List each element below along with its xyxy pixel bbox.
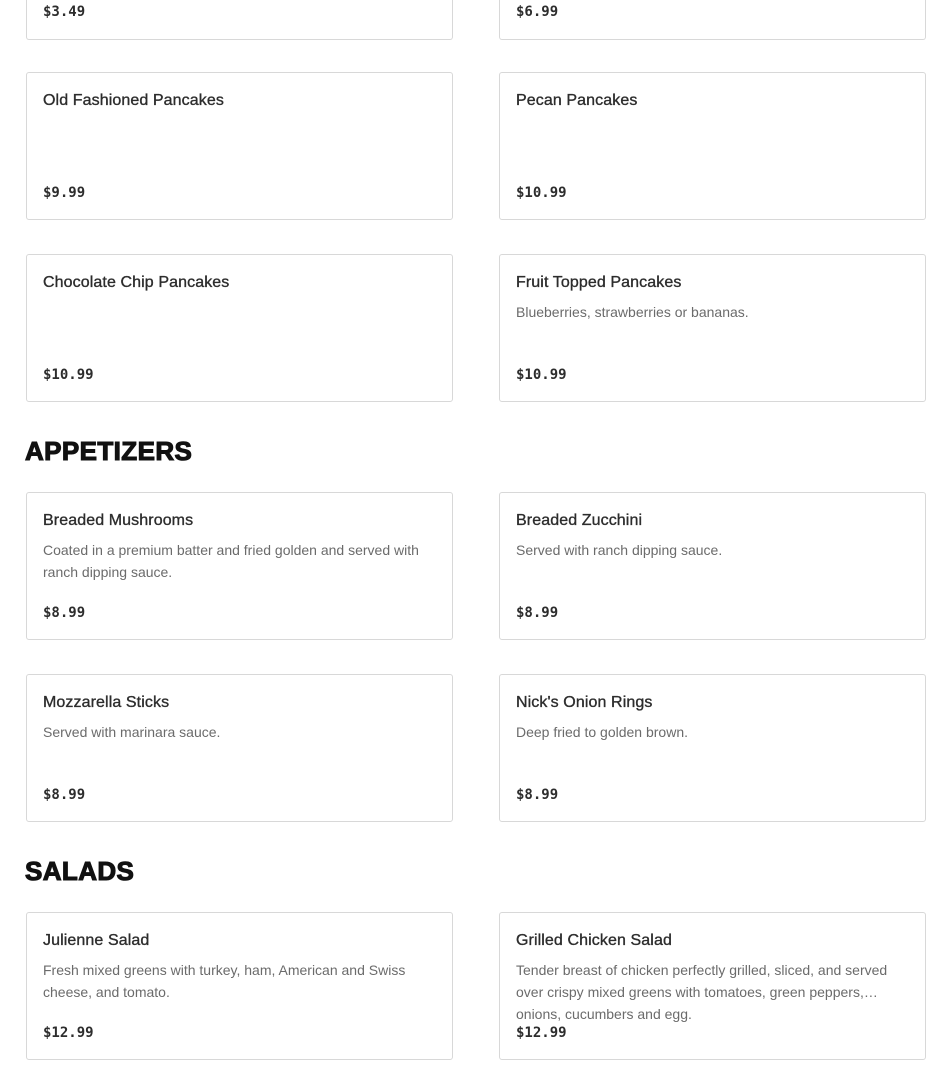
item-price: $6.99 (516, 4, 559, 20)
menu-item-card[interactable] (26, 492, 453, 640)
item-price: $10.99 (516, 367, 567, 383)
menu-item-card[interactable] (26, 254, 453, 402)
menu-item-card[interactable] (26, 912, 453, 1060)
item-price: $3.49 (43, 4, 86, 20)
item-name: Chocolate Chip Pancakes (43, 274, 230, 291)
section-title-salads: SALADS (25, 856, 135, 886)
item-description: Blueberries, strawberries or bananas. (516, 304, 749, 320)
item-price: $8.99 (516, 605, 559, 621)
section-title-appetizers: APPETIZERS (25, 436, 193, 466)
item-price: $8.99 (43, 605, 86, 621)
item-price: $10.99 (43, 367, 94, 383)
item-name: Grilled Chicken Salad (516, 932, 672, 949)
item-name: Old Fashioned Pancakes (43, 92, 224, 109)
item-name: Breaded Mushrooms (43, 512, 194, 529)
item-description: Served with marinara sauce. (43, 724, 221, 740)
menu-item-card[interactable] (499, 254, 926, 402)
menu-item-card[interactable] (499, 0, 926, 40)
item-price: $8.99 (516, 787, 559, 803)
item-price: $12.99 (43, 1025, 94, 1041)
item-description: Tender breast of chicken perfectly grilled, sliced, and served over crispy mixed greens with tomatoes, green peppers, onions, cucumbers and egg. (516, 962, 888, 1022)
menu-item-card[interactable] (499, 674, 926, 822)
item-description: Served with ranch dipping sauce. (516, 542, 723, 558)
item-price: $9.99 (43, 185, 86, 201)
menu-item-card[interactable] (26, 72, 453, 220)
item-description: Coated in a premium batter and fried golden and served with ranch dipping sauce. (43, 542, 419, 580)
item-name: Breaded Zucchini (516, 512, 643, 529)
item-name: Julienne Salad (43, 932, 150, 949)
item-price: $12.99 (516, 1025, 567, 1041)
item-name: Fruit Topped Pancakes (516, 274, 682, 291)
menu-item-card[interactable] (26, 674, 453, 822)
item-name: Mozzarella Sticks (43, 694, 170, 711)
menu-item-card[interactable] (26, 0, 453, 40)
item-name: Nick's Onion Rings (516, 694, 653, 711)
item-price: $10.99 (516, 185, 567, 201)
item-description: Fresh mixed greens with turkey, ham, American and Swiss cheese, and tomato. (43, 962, 406, 1000)
menu-item-card[interactable] (499, 492, 926, 640)
menu-item-card[interactable] (499, 912, 926, 1060)
menu-item-card[interactable] (499, 72, 926, 220)
item-name: Pecan Pancakes (516, 92, 638, 109)
item-price: $8.99 (43, 787, 86, 803)
item-description: Deep fried to golden brown. (516, 724, 688, 740)
